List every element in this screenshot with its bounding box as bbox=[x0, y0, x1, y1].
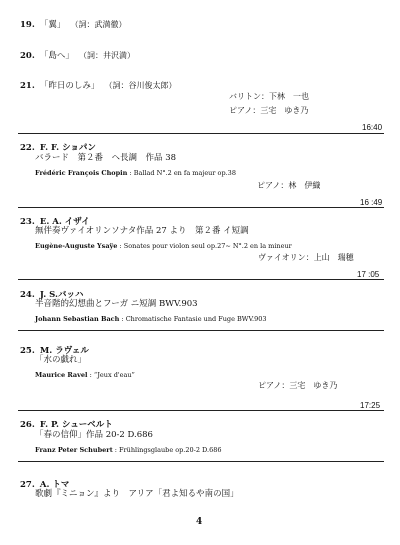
performer-role: ピアノ bbox=[257, 181, 281, 190]
item-21 bbox=[20, 75, 177, 91]
item-25 bbox=[20, 340, 89, 356]
work-name-en: Ballad N°.2 en fa majeur op.38 bbox=[133, 169, 236, 177]
composer-name: E. A. イザイ bbox=[39, 217, 90, 227]
performer-line: ピアノ：三宅 ゆき乃 bbox=[258, 381, 338, 390]
work-title-jp: 「水の戯れ」 bbox=[35, 355, 87, 365]
item-number: 25. bbox=[20, 346, 35, 356]
item-number: 20. bbox=[20, 51, 35, 61]
item-27 bbox=[20, 474, 69, 490]
work-name-en: Sonates pour violon seul op.27~ N°.2 en la mineur bbox=[123, 242, 292, 250]
song-title: 「翼」 bbox=[39, 20, 66, 30]
performer-role: ピアノ bbox=[258, 381, 282, 390]
performer-name: 三宅 ゆき乃 bbox=[260, 106, 309, 115]
composer-name-en: Frédéric François Chopin bbox=[35, 169, 128, 177]
work-name-en: Chromatische Fantasie und Fuge BWV.903 bbox=[125, 315, 267, 323]
work-title-jp: 歌劇『ミニョン』より アリア「君よ知るや南の国」 bbox=[35, 489, 239, 499]
composer-name-en: Maurice Ravel bbox=[35, 371, 88, 379]
divider bbox=[18, 207, 384, 208]
time-stamp: 17:25 bbox=[360, 401, 381, 410]
work-title-jp: バラード 第２番 ヘ長調 作品 38 bbox=[35, 153, 177, 163]
divider bbox=[18, 279, 384, 280]
performer-role: ピアノ bbox=[229, 106, 253, 115]
performer-line: ヴァイオリン：上山 瑞穂 bbox=[258, 253, 354, 262]
performer-role: バリトン bbox=[229, 92, 261, 101]
divider bbox=[18, 330, 384, 331]
composer-name-en: Eugène-Auguste Ysaÿe bbox=[35, 242, 118, 250]
item-24 bbox=[20, 284, 83, 300]
performer-name: 上山 瑞穂 bbox=[313, 253, 354, 262]
item-23 bbox=[20, 211, 90, 227]
composer-name: F. F. ショパン bbox=[39, 143, 96, 153]
item-number: 23. bbox=[20, 217, 35, 227]
page-number: 4 bbox=[196, 517, 203, 527]
song-title: 「島へ」 bbox=[39, 51, 74, 61]
work-title-jp: 無伴奏ヴァイオリンソナタ作品 27 より 第２番 イ短調 bbox=[35, 226, 249, 236]
item-number: 19. bbox=[20, 20, 35, 30]
item-number: 24. bbox=[20, 290, 35, 300]
divider bbox=[18, 410, 384, 411]
item-26 bbox=[20, 414, 113, 430]
item-22 bbox=[20, 137, 96, 153]
work-title-en: Franz Peter Schubert : Frühlingsglaube op.20-2 D.686 bbox=[35, 446, 222, 454]
item-number: 27. bbox=[20, 480, 35, 490]
performer-line: ピアノ：林 伊織 bbox=[257, 181, 321, 190]
performer-name: 林 伊織 bbox=[288, 181, 321, 190]
item-number: 26. bbox=[20, 420, 35, 430]
song-title: 「昨日のしみ」 bbox=[39, 81, 100, 91]
composer-name: M. ラヴェル bbox=[39, 346, 89, 356]
composer-name: A. トマ bbox=[39, 480, 70, 490]
divider bbox=[18, 461, 384, 462]
work-title-en: Eugène-Auguste Ysaÿe : Sonates pour violon seul op.27~ N°.2 en la mineur bbox=[35, 242, 292, 250]
composer-name: J. S.バッハ bbox=[39, 290, 84, 300]
lyricist-note: （詞：武満徹） bbox=[70, 20, 127, 29]
work-name-en: “Jeux d'eau” bbox=[93, 371, 135, 379]
work-title-en: Johann Sebastian Bach : Chromatische Fantasie und Fuge BWV.903 bbox=[35, 315, 267, 323]
item-number: 21. bbox=[20, 81, 35, 91]
item-20 bbox=[20, 45, 135, 61]
performer-name: 下林 一也 bbox=[269, 92, 309, 101]
time-stamp: 16:40 bbox=[362, 123, 383, 132]
composer-name-en: Franz Peter Schubert bbox=[35, 446, 113, 454]
composer-name-en: Johann Sebastian Bach bbox=[35, 315, 120, 323]
time-stamp: 17 :05 bbox=[357, 270, 380, 279]
time-stamp: 16 :49 bbox=[360, 198, 383, 207]
work-title-en: Maurice Ravel : “Jeux d'eau” bbox=[35, 371, 135, 379]
composer-name: F. P. シューベルト bbox=[39, 420, 113, 430]
lyricist-note: （詞：井沢満） bbox=[79, 51, 135, 60]
item-number: 22. bbox=[20, 143, 35, 153]
work-title-jp: 半音階的幻想曲とフーガ ニ短調 BWV.903 bbox=[35, 299, 198, 309]
divider bbox=[18, 133, 384, 134]
work-title-jp: 「春の信仰」作品 20-2 D.686 bbox=[35, 430, 153, 440]
performer-line: バリトン：下林 一也 bbox=[229, 92, 309, 101]
work-name-en: Frühlingsglaube op.20-2 D.686 bbox=[119, 446, 222, 454]
performer-line: ピアノ：三宅 ゆき乃 bbox=[229, 106, 309, 115]
lyricist-note: （詞：谷川俊太郎） bbox=[104, 81, 177, 90]
item-19 bbox=[20, 14, 127, 30]
work-title-en: Frédéric François Chopin : Ballad N°.2 en fa majeur op.38 bbox=[35, 169, 236, 177]
performer-name: 三宅 ゆき乃 bbox=[289, 381, 338, 390]
performer-role: ヴァイオリン bbox=[258, 253, 306, 262]
